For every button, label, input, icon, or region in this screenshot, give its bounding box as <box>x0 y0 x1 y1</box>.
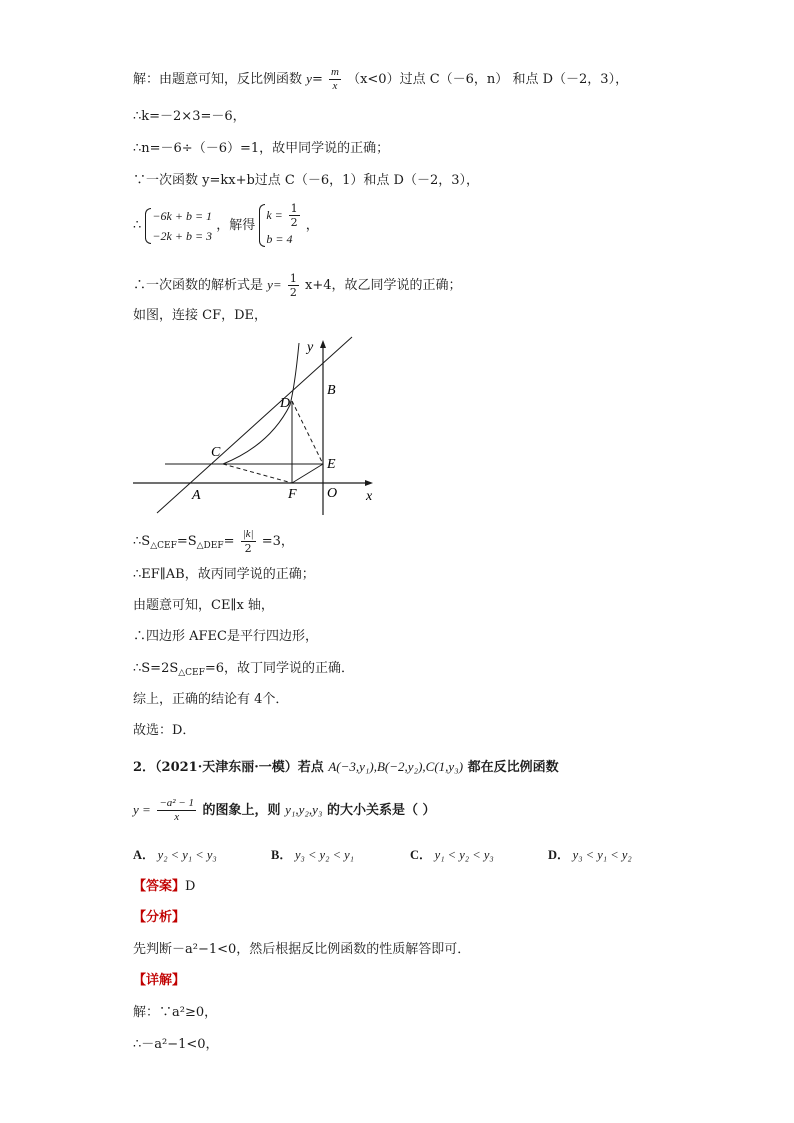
text: =3， <box>261 534 294 549</box>
denominator: 2 <box>290 216 298 229</box>
fraction-half <box>289 202 300 229</box>
y-axis-arrow <box>320 340 326 348</box>
option-label: D． <box>548 848 570 862</box>
label-a: A <box>192 488 201 503</box>
numerator: −a² − 1 <box>159 797 194 809</box>
fraction-abs-k <box>241 528 256 555</box>
detail-line-2: ∴－a²−1<0， <box>133 1037 219 1052</box>
answer-line <box>133 878 195 896</box>
numerator: |k| <box>242 528 254 540</box>
solution-line-9: ∴EF∥AB，故丙同学说的正确； <box>133 567 315 582</box>
equals: = <box>311 72 323 87</box>
denominator: 2 <box>244 542 252 555</box>
numerator: 1 <box>289 272 297 285</box>
label-d: D <box>280 396 291 411</box>
variables: y₁,y₂,y₃ <box>285 802 323 817</box>
solve-text: ，解得 <box>216 218 256 233</box>
solution-line-13: 综上，正确的结论有 4个． <box>133 692 289 707</box>
solution-line-7: 如图，连接 CF，DE， <box>133 308 268 323</box>
label-c: C <box>211 445 221 460</box>
question-source: （2021·天津东丽·一模） <box>155 760 298 775</box>
segment-cf <box>223 464 292 483</box>
option-text: y₁ < y₂ < y₃ <box>434 848 494 862</box>
solution-line-11: ∴四边形 AFEC是平行四边形， <box>133 629 318 644</box>
solution-line-1 <box>133 66 628 93</box>
text: =6，故丁同学说的正确． <box>204 661 355 676</box>
comma: ， <box>305 218 319 233</box>
label-x: x <box>366 489 373 504</box>
equals: = <box>223 534 235 549</box>
b-equals: b = 4 <box>266 232 293 246</box>
condition: （x<0）过点 <box>347 72 426 87</box>
equation-2: −2k + b = 3 <box>152 228 213 243</box>
analysis-tag: 【分析】 <box>133 910 186 925</box>
detail-tag: 【详解】 <box>133 973 186 988</box>
denominator: x <box>332 80 338 92</box>
text: 的大小关系是（ ） <box>326 803 436 818</box>
text: x+4，故乙同学说的正确； <box>304 278 462 293</box>
analysis-tag-line <box>133 909 185 927</box>
question-number: 2． <box>133 760 156 775</box>
option-b[interactable] <box>271 845 354 863</box>
numerator: m <box>330 66 339 78</box>
y-equals: y= <box>267 277 282 292</box>
solution-line-14: 故选：D． <box>133 723 196 738</box>
var-y: y <box>306 71 312 86</box>
numerator: 1 <box>290 202 298 215</box>
denominator: 2 <box>289 286 297 299</box>
subscript: △CEF <box>150 541 177 551</box>
equation-system <box>145 206 212 246</box>
option-label: B． <box>271 848 292 862</box>
equation-1: −6k + b = 1 <box>152 208 213 223</box>
and-text: 和点 <box>512 72 539 87</box>
k-equals: k = <box>266 208 283 222</box>
label-o: O <box>327 486 338 501</box>
point-d: D（－2，3）， <box>542 72 629 87</box>
solution-line-10: 由题意可知，CE∥x 轴， <box>133 598 274 613</box>
y-equals: y = <box>133 802 151 817</box>
label-e: E <box>327 457 336 472</box>
segment-de <box>292 401 323 464</box>
label-b: B <box>327 383 336 398</box>
fraction-m-over-x <box>329 66 341 93</box>
option-text: y₃ < y₁ < y₂ <box>572 848 632 862</box>
option-a[interactable] <box>133 845 217 863</box>
text: 都在反比例函数 <box>467 760 559 775</box>
option-text: y₃ < y₂ < y₁ <box>294 848 355 862</box>
points: A(−3,y₁),B(−2,y₂),C(1,y₃) <box>328 759 464 774</box>
segment-ef <box>292 464 323 483</box>
point-c: C（－6，n） <box>429 72 509 87</box>
subscript: △CEF <box>178 668 205 678</box>
fraction-half <box>288 272 299 299</box>
text: ∴一次函数的解析式是 <box>133 278 264 293</box>
solution-line-4: ∵一次函数 y=kx+b过点 C（－6，1）和点 D（－2，3）， <box>133 173 480 188</box>
text: ∴S <box>133 534 151 549</box>
question-2-stem <box>133 758 559 777</box>
text: 的图象上，则 <box>202 803 281 818</box>
subscript: △DEF <box>196 541 224 551</box>
option-label: A． <box>133 848 155 862</box>
solution-line-8 <box>133 528 294 555</box>
option-d[interactable] <box>548 845 632 863</box>
analysis-text: 先判断－a²−1<0，然后根据反比例函数的性质解答即可． <box>133 942 471 957</box>
fraction-function <box>157 797 196 824</box>
detail-line-1: 解：∵a²≥0， <box>133 1005 218 1020</box>
answer-value: D <box>185 879 196 894</box>
label-y: y <box>307 340 314 355</box>
detail-tag-line <box>133 972 185 990</box>
solution-line-2: ∴k=－2×3=－6， <box>133 109 246 124</box>
option-label: C． <box>410 848 432 862</box>
x-axis-arrow <box>365 480 373 486</box>
answer-tag: 【答案】 <box>133 879 186 894</box>
question-2-stem-2 <box>133 793 436 828</box>
option-text: y₂ < y₁ < y₃ <box>157 848 217 862</box>
option-c[interactable] <box>410 845 494 863</box>
text: =S <box>176 534 197 549</box>
text: 若点 <box>297 760 324 775</box>
solution-system <box>259 202 301 249</box>
label-f: F <box>288 487 297 502</box>
therefore: ∴ <box>133 218 142 233</box>
text: 解：由题意可知，反比例函数 <box>133 72 303 87</box>
solution-line-3: ∴n=－6÷（－6）=1，故甲同学说的正确； <box>133 141 390 156</box>
denominator: x <box>174 811 180 823</box>
solution-line-6 <box>133 272 461 299</box>
coordinate-figure <box>130 335 390 520</box>
text: ∴S=2S <box>133 661 179 676</box>
solution-line-5 <box>133 202 319 250</box>
solution-line-12 <box>133 660 354 682</box>
